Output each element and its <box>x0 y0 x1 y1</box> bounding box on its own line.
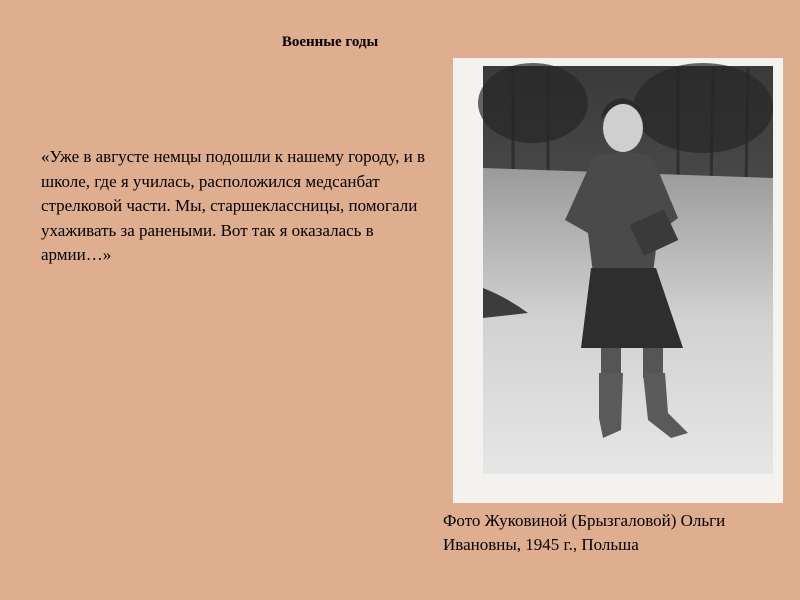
photo-caption: Фото Жуковиной (Брызгаловой) Ольги Ивановны, 1945 г., Польша <box>443 511 726 554</box>
historical-photo <box>453 58 783 503</box>
memoir-quote: «Уже в августе немцы подошли к нашему городу, и в школе, где я училась, расположился медсанбат стрелковой части. Мы, старшеклассницы, помогали ухаживать за ранеными. Вот так я оказалась в армии…» <box>41 147 425 264</box>
slide-title: Военные годы <box>281 34 379 50</box>
